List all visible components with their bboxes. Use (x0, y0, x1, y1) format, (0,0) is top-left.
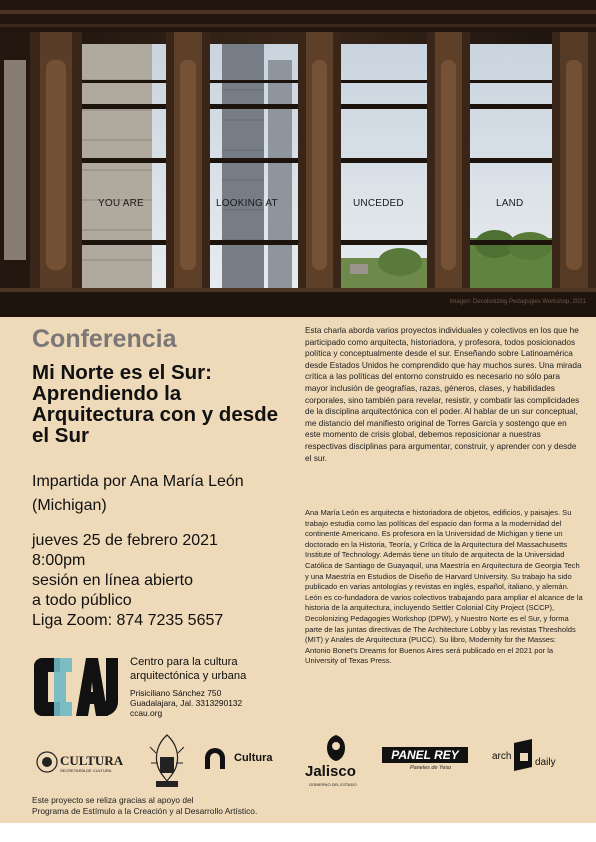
footer-credit (32, 795, 362, 817)
archdaily-text-arch: arch (492, 751, 512, 762)
cultura-federal-logo (36, 751, 136, 777)
ccau-website[interactable]: ccau.org (130, 708, 163, 718)
footer-line1: Este proyecto se reliza gracias al apoyo del (32, 795, 194, 805)
jalisco-text: Jalisco (305, 763, 356, 780)
cultura-federal-text: CULTURA (60, 753, 124, 768)
archdaily-logo (492, 739, 562, 773)
panel-rey-subtext: Paneles de Yeso (410, 765, 452, 771)
jalisco-logo (305, 733, 369, 791)
event-access-2: a todo público (32, 592, 132, 609)
caption-looking-at: LOOKING AT (216, 198, 278, 209)
sponsor-logos (0, 733, 596, 793)
panel-rey-text: PANEL REY (382, 747, 468, 763)
cultura-jalisco-logo (202, 745, 282, 775)
zoom-link[interactable]: Liga Zoom: 874 7235 5657 (32, 612, 224, 629)
cultura-federal-subtext: SECRETARÍA DE CULTURA (60, 768, 112, 773)
caption-unceded: UNCEDED (353, 198, 404, 209)
speaker-bio: Ana María León es arquitecta e historiadora de objetos, edificios, y paisajes. Su trabajo estudia como las políticas del espacio dan forma a la modernidad del continente Americano. Es profesora en la Universidad de Michigan y tiene un doctorado en la Historia, Teoría, y Crítica de la Arquitectura del Massachusetts Institute of Technology. Además tiene un título de arquitecta de la Universidad Católica de Santiago de Guayaquil, una Maestría en Arquitectura de Georgia Tech y una Maestría en Estudios de Diseño de Harvard University. Su trabajo ha sido publicado en varias antologías y revistas en inglés, español, italiano, y alemán. León es co-fundadora de varios colectivos trabajando para ampliar el alcance de la historia de la arquitectura, incluyendo Settler Colonial City Project (SCCP), Decolonizing Pedagogies Workshop (DPW), y Nuestro Norte es el Sur, y forma parte de las juntas directivas de The Architecture Lobby y las revistas Thresholds (MIT) y Anales de Arquitectura (PUCC). Su libro, Modernity for the Masses: Antonio Bonet's Dreams for Buenos Aires será publicado en el 2021 por la University of Texas Press. (305, 508, 583, 666)
event-speaker: Impartida por Ana María León (Michigan) (32, 473, 244, 514)
event-time: 8:00pm (32, 552, 86, 569)
event-title: Mi Norte es el Sur: Aprendiendo la Arquitectura con y desde el Sur (32, 361, 279, 447)
photo-credit: Imagen: Decolonizing Pedagogies Workshop, 2021 (449, 299, 586, 305)
event-access-1: sesión en línea abierto (32, 572, 193, 589)
abstract-text: Esta charla aborda varios proyectos individuales y colectivos en los que he participado como arquitecta, historiadora, y profesora, todos posicionados política y conceptualmente desde el sur. Enseñando sobre Latinoamérica desde Estados Unidos he comprendido que hay muchos sures. Una mirada crítica a las políticas del entorno construido es necesario no sólo para mayor inclusión de geografías, razas, géneros, clases, y habilidades corporales, sino también para revelar, resistir, y combatir las complicidades de la disciplina arquitectónica con el poder. Al hablar de un sur conceptual, me distancio del manifiesto original de Torres García y sostengo que en este momento de crisis global, debemos reposicionar a nuestras respectivas disciplinas para argumentar, construir, y aprender con y desde el sur. (305, 326, 582, 463)
footer-line2: Programa de Estímulo a la Creación y al Desarrollo Artístico. (32, 806, 258, 816)
archdaily-text-daily: daily (535, 757, 556, 768)
arch-icon (202, 745, 228, 771)
panel-rey-logo (382, 747, 470, 777)
caption-land: LAND (496, 198, 524, 209)
eagle-seal-icon (36, 751, 58, 773)
ccau-address (130, 688, 300, 718)
window-image (0, 0, 596, 317)
ccau-name: Centro para la cultura arquitectónica y urbana (130, 656, 247, 682)
cultura-jalisco-text: Cultura (234, 752, 273, 764)
event-type: Conferencia (32, 325, 177, 353)
header-photo (0, 0, 596, 317)
caption-you-are: YOU ARE (98, 198, 144, 209)
ccau-logo (32, 652, 124, 722)
event-details (32, 531, 292, 631)
ccau-address-line1: Prisiciliano Sánchez 750 (130, 688, 222, 698)
ccau-address-line2: Guadalajara, Jal. 3313290132 (130, 698, 243, 708)
jalisco-subtext: GOBIERNO DEL ESTADO (309, 782, 357, 787)
unam-crest-logo (148, 733, 186, 791)
archdaily-mark-icon (512, 739, 534, 771)
jalisco-crest-icon (321, 733, 351, 763)
event-date: jueves 25 de febrero 2021 (32, 532, 218, 549)
